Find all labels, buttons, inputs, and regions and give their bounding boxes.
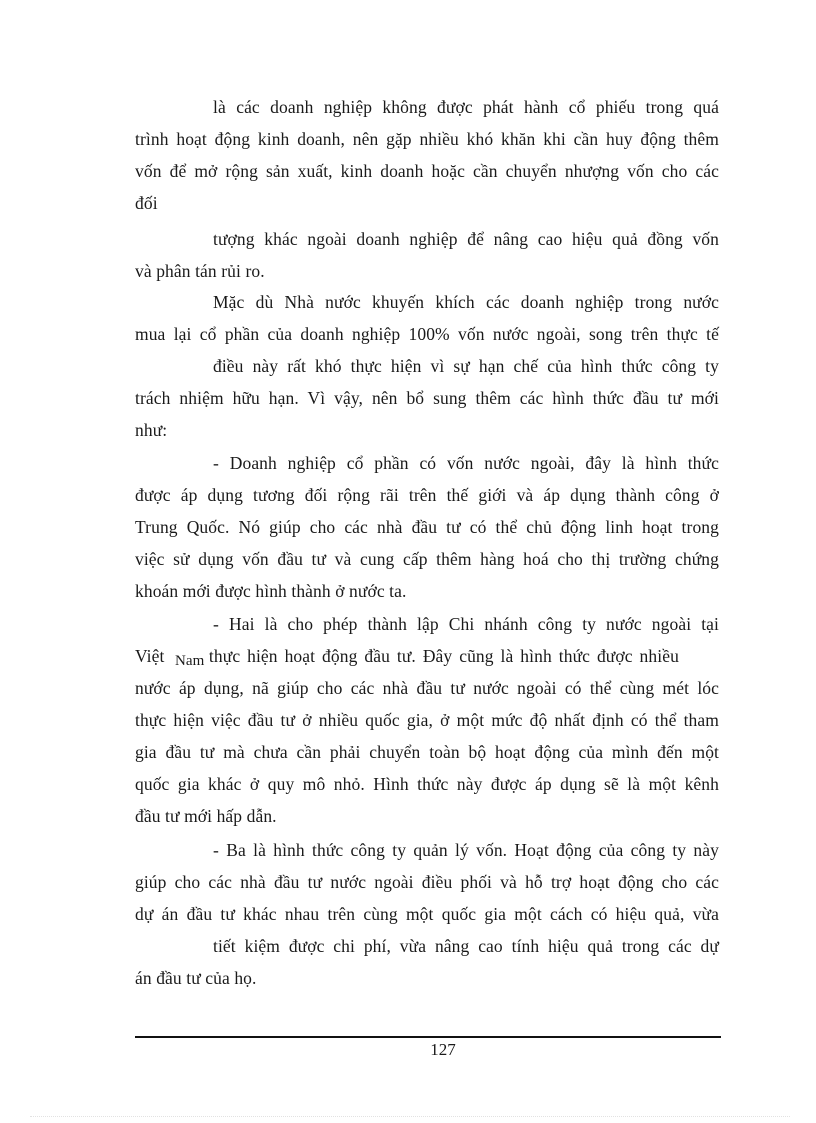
- text-line: được áp dụng tương đối rộng rãi trên thế giới và áp dụng thành công ở: [135, 485, 719, 505]
- text-line: điều này rất khó thực hiện vì sự hạn chế của hình thức công ty: [213, 356, 719, 376]
- text-line: - Hai là cho phép thành lập Chi nhánh công ty nước ngoài tại: [213, 614, 719, 634]
- text-line: trình hoạt động kinh doanh, nên gặp nhiều khó khăn khi cần huy động thêm: [135, 129, 719, 149]
- text-line: đối: [135, 193, 158, 213]
- text-line: [135, 645, 721, 667]
- text-line: án đầu tư của họ.: [135, 968, 257, 988]
- text-line: Mặc dù Nhà nước khuyến khích các doanh nghiệp trong nước: [213, 292, 719, 312]
- text-line: Trung Quốc. Nó giúp cho các nhà đầu tư có thể chủ động linh hoạt trong: [135, 517, 719, 537]
- text-fragment: Nam: [174, 653, 205, 669]
- text-line: - Doanh nghiệp cổ phần có vốn nước ngoài, đây là hình thức: [213, 453, 719, 473]
- text-line: như:: [135, 420, 168, 440]
- text-line: vốn để mở rộng sản xuất, kinh doanh hoặc cần chuyển nhượng vốn cho các: [135, 161, 719, 181]
- text-line: việc sử dụng vốn đầu tư và cung cấp thêm hàng hoá cho thị trường chứng: [135, 549, 719, 569]
- text-line: dự án đầu tư khác nhau trên cùng một quốc gia một cách có hiệu quả, vừa: [135, 904, 719, 924]
- text-fragment: thực hiện hoạt động đầu tư. Đây cũng là hình thức được nhiều: [208, 646, 679, 666]
- text-line: gia đầu tư mà chưa cần phải chuyển toàn bộ hoạt động của mình đến một: [135, 742, 719, 762]
- text-line: tiết kiệm được chi phí, vừa nâng cao tính hiệu quả trong các dự: [213, 936, 719, 956]
- page-number: 127: [430, 1040, 456, 1059]
- text-line: giúp cho các nhà đầu tư nước ngoài điều phối và hỗ trợ hoạt động cho các: [135, 872, 719, 892]
- text-line: - Ba là hình thức công ty quản lý vốn. Hoạt động của công ty này: [213, 840, 719, 860]
- footer-rule: [135, 1036, 721, 1038]
- text-fragment: Việt: [135, 646, 165, 666]
- text-line: trách nhiệm hữu hạn. Vì vậy, nên bổ sung thêm các hình thức đầu tư mới: [135, 388, 719, 408]
- text-line: đầu tư mới hấp dẫn.: [135, 806, 277, 826]
- text-line: mua lại cổ phần của doanh nghiệp 100% vốn nước ngoài, song trên thực tế: [135, 324, 719, 344]
- text-line: và phân tán rủi ro.: [135, 261, 265, 281]
- text-line: là các doanh nghiệp không được phát hành cổ phiếu trong quá: [213, 97, 719, 117]
- text-line: nước áp dụng, nã giúp cho các nhà đầu tư nước ngoài có thể cùng mét lóc: [135, 678, 719, 698]
- text-line: tượng khác ngoài doanh nghiệp để nâng cao hiệu quả đồng vốn: [213, 229, 719, 249]
- text-line: khoán mới được hình thành ở nước ta.: [135, 581, 407, 601]
- bottom-dotted-border: [30, 1116, 790, 1118]
- text-line: thực hiện việc đầu tư ở nhiều quốc gia, ở một mức độ nhất định có thể tham: [135, 710, 719, 730]
- text-line: quốc gia khác ở quy mô nhỏ. Hình thức này được áp dụng sẽ là một kênh: [135, 774, 719, 794]
